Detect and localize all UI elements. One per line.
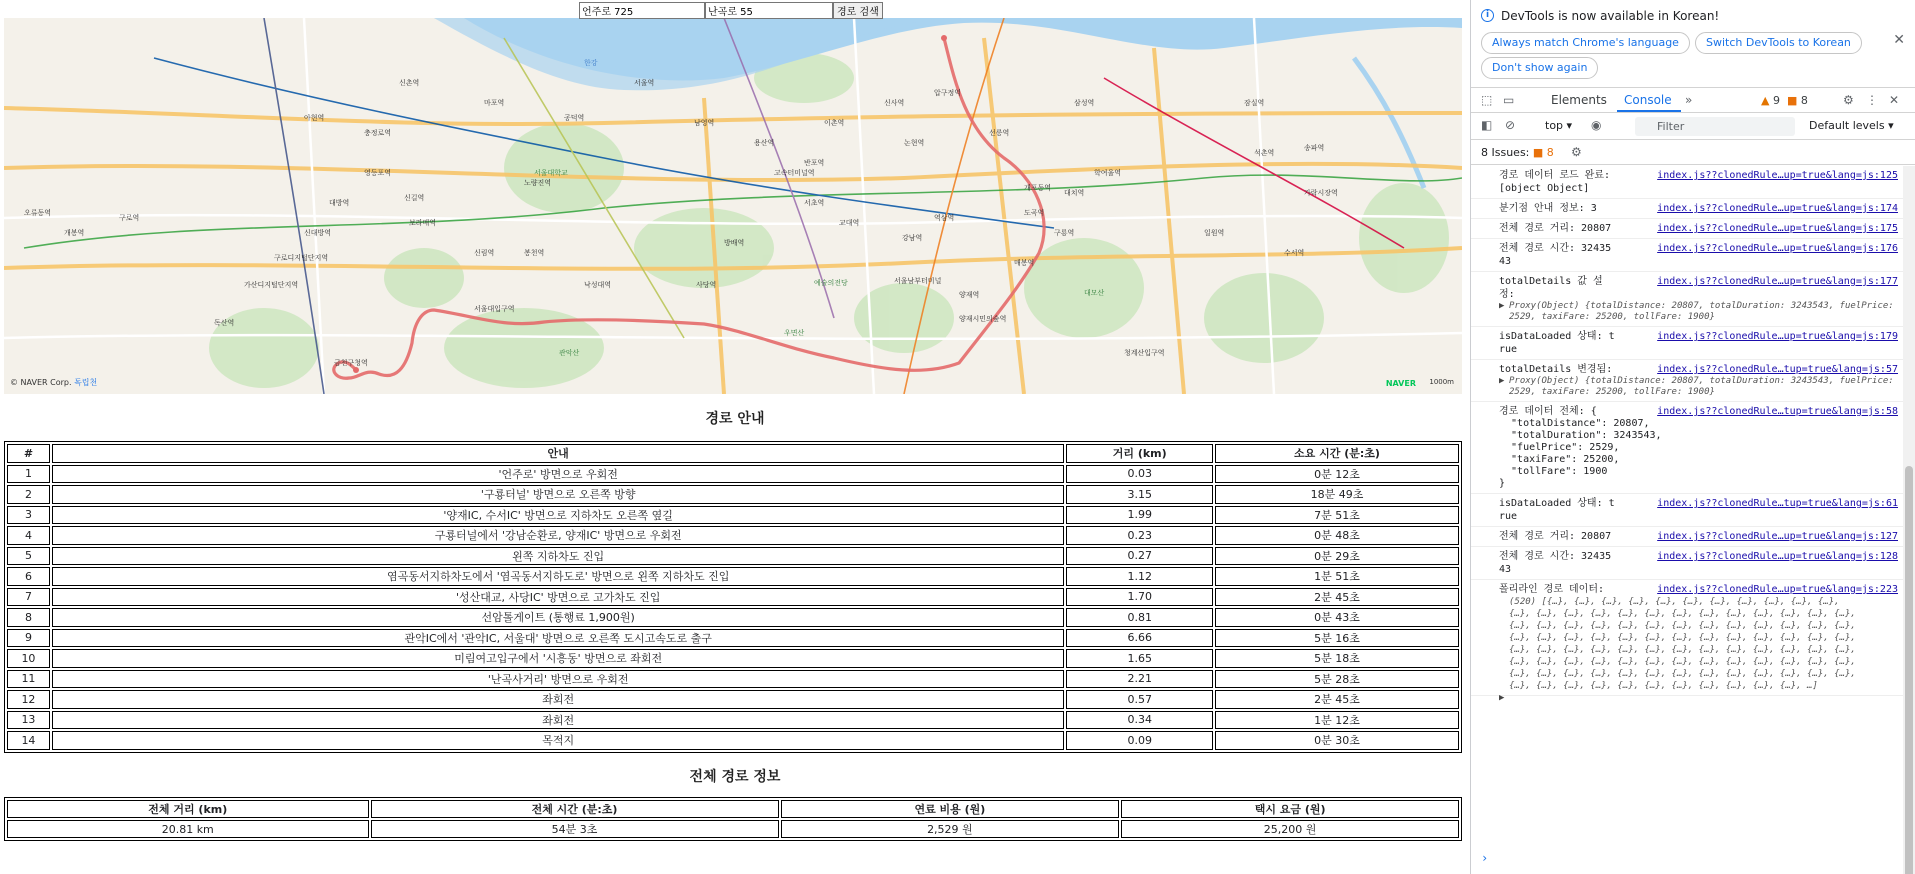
- step-number: 4: [7, 526, 50, 545]
- step-number: 12: [7, 690, 50, 709]
- step-number: 14: [7, 731, 50, 750]
- inspect-icon[interactable]: ⬚: [1481, 93, 1493, 107]
- map-label: 삼성역: [1074, 99, 1095, 107]
- map-label: 잠실역: [1244, 99, 1265, 107]
- map-label: 도곡역: [1024, 209, 1045, 217]
- gear-icon[interactable]: ⚙: [1843, 93, 1854, 107]
- map-label: 봉천역: [524, 249, 545, 257]
- step-instruction: 구룡터널에서 '강남순환로, 양재IC' 방면으로 우회전: [52, 526, 1065, 545]
- map-label: 양재시민의숲역: [959, 315, 1007, 323]
- step-instruction: 관악IC에서 '관악IC, 서울대' 방면으로 오른쪽 도시고속도로 출구: [52, 629, 1065, 648]
- console-message-text: 경로 데이터 전체: {: [1499, 406, 1597, 417]
- console-message: [1471, 272, 1904, 327]
- column-header: 안내: [52, 444, 1065, 463]
- route-search-form: [579, 2, 883, 19]
- map-label: 수서역: [1284, 249, 1305, 257]
- map-label: 학여울역: [1094, 169, 1122, 177]
- map-label: 교대역: [839, 219, 860, 227]
- step-duration: 0분 12초: [1215, 465, 1459, 484]
- step-duration: 1분 12초: [1215, 711, 1459, 730]
- issues-label: 8 Issues:: [1481, 146, 1530, 159]
- console-array-preview[interactable]: ▶ (520) [{…}, {…}, {…}, {…}, {…}, {…}, {…}, {…}, {…}, {…}, {…}, {…}, {…}, {…}, {…}, {…}, {…}, {…}, {…}, {…}, {…}, {…}, {…}, {…}, {…}, {…}, {…}, {…}, {…}, {…}, {…}, {…}, {…}, {…}, {…}, {…}, {…}, {…}, {…}, {…}, {…}, {…}, {…}, {…}, {…}, {…}, {…}, {…}, {…}, {…}, {…}, {…}, {…}, {…}, {…}, {…}, {…}, {…}, {…}, {…}, {…}, {…}, {…}, {…}, {…}, {…}, {…}, {…}, {…}, {…}, {…}, {…}, {…}, {…}, {…}, {…}, {…}, {…}, {…}, {…}, {…}, {…}, {…}, {…}, {…}, {…}, {…}, {…}, {…}, {…}, {…}, {…}, {…}, {…}, {…}, {…}, {…}, {…}, {…}, {…}, …]: [1499, 597, 1856, 703]
- map-label: 청계산입구역: [1124, 349, 1165, 357]
- console-message-text: totalDetails 값 설정:: [1499, 276, 1603, 300]
- more-tabs-icon[interactable]: »: [1685, 93, 1693, 107]
- step-distance: 0.81: [1066, 608, 1212, 627]
- step-number: 3: [7, 506, 50, 525]
- context-select[interactable]: top ▾: [1545, 119, 1573, 132]
- console-message: [1471, 360, 1904, 402]
- console-source-link[interactable]: index.js??clonedRule…up=true&lang=js:177: [1657, 276, 1898, 287]
- column-header: 전체 거리 (km): [7, 800, 369, 818]
- map-label: 매봉역: [1014, 259, 1035, 267]
- expand-arrow-icon[interactable]: ▶: [1499, 301, 1505, 311]
- step-duration: 7분 51초: [1215, 506, 1459, 525]
- map-label: 관악산: [559, 349, 580, 357]
- console-message-text: totalDetails 변경됨:: [1499, 364, 1613, 375]
- console-source-link[interactable]: index.js??clonedRule…up=true&lang=js:175: [1657, 223, 1898, 234]
- step-distance: 0.03: [1066, 465, 1212, 484]
- console-message: [1471, 580, 1904, 703]
- console-message-text: 전체 경로 거리: 20807: [1499, 531, 1612, 542]
- table-row: [7, 506, 1459, 525]
- map-label: 구로디지털단지역: [274, 254, 329, 262]
- map-label: 한강: [584, 59, 598, 67]
- naver-map[interactable]: [4, 18, 1462, 394]
- total-time-value: 54분 3초: [371, 820, 779, 838]
- console-message-text: 폴리라인 경로 데이터:: [1499, 584, 1605, 595]
- step-instruction: '난곡사거리' 방면으로 우회전: [52, 670, 1065, 689]
- map-label: 구룡역: [1054, 229, 1075, 237]
- console-messages: [1471, 166, 1904, 874]
- map-label: 서초역: [804, 199, 825, 207]
- step-instruction: 왼쪽 지하차도 진입: [52, 547, 1065, 566]
- console-source-link[interactable]: index.js??clonedRule…up=true&lang=js:128: [1657, 551, 1898, 562]
- step-instruction: 좌회전: [52, 690, 1065, 709]
- map-label: 충정로역: [364, 129, 392, 137]
- step-distance: 3.15: [1066, 485, 1212, 504]
- route-search-button[interactable]: 경로 검색: [833, 2, 883, 19]
- map-label: 서울역: [634, 79, 655, 87]
- expand-arrow-icon[interactable]: ▶: [1499, 376, 1505, 386]
- table-row: [7, 485, 1459, 504]
- console-message-text: isDataLoaded 상태: true: [1499, 331, 1615, 355]
- map-label: 남영역: [694, 119, 715, 127]
- error-icon: ■: [1787, 94, 1798, 107]
- map-label: 고속터미널역: [774, 169, 815, 177]
- table-header-row: [7, 444, 1459, 463]
- clear-console-icon[interactable]: ⊘: [1505, 118, 1516, 132]
- table-row: [7, 711, 1459, 730]
- table-header-row: [7, 800, 1459, 818]
- route-summary-table: [4, 797, 1462, 841]
- map-label: 압구정역: [934, 89, 962, 97]
- map-label: 신림역: [474, 249, 495, 257]
- column-header: #: [7, 444, 50, 463]
- console-source-link[interactable]: index.js??clonedRule…up=true&lang=js:223: [1657, 584, 1898, 595]
- console-message: [1471, 547, 1904, 580]
- step-instruction: '구룡터널' 방면으로 오른쪽 방향: [52, 485, 1065, 504]
- console-source-link[interactable]: index.js??clonedRule…tup=true&lang=js:57: [1657, 364, 1898, 375]
- console-message: [1471, 239, 1904, 272]
- step-duration: 0분 48초: [1215, 526, 1459, 545]
- column-header: 소요 시간 (분:초): [1215, 444, 1459, 463]
- console-source-link[interactable]: index.js??clonedRule…up=true&lang=js:127: [1657, 531, 1898, 542]
- step-duration: 5분 28초: [1215, 670, 1459, 689]
- table-row: [7, 649, 1459, 668]
- map-label: 보라매역: [409, 219, 437, 227]
- kebab-menu-icon[interactable]: ⋮: [1866, 93, 1878, 107]
- issues-bar[interactable]: [1471, 140, 1915, 165]
- step-instruction: '언주로' 방면으로 우회전: [52, 465, 1065, 484]
- map-scale: 1000m: [1429, 378, 1454, 386]
- console-message-text: 경로 데이터 로드 완료:[object Object]: [1499, 170, 1611, 194]
- console-message: [1471, 402, 1904, 494]
- map-label: 강남역: [902, 234, 923, 242]
- naver-logo: NAVER: [1385, 379, 1416, 388]
- console-object-preview[interactable]: ▶ Proxy(Object) {totalDistance: 20807, totalDuration: 3243543, fuelPrice: 2529, taxiFare: 25200, tollFare: 1900}: [1499, 301, 1894, 322]
- step-duration: 5분 16초: [1215, 629, 1459, 648]
- step-duration: 0분 30초: [1215, 731, 1459, 750]
- step-number: 8: [7, 608, 50, 627]
- active-tab-indicator: [1617, 110, 1681, 112]
- console-message: [1471, 327, 1904, 360]
- map-label: 금천구청역: [334, 359, 368, 367]
- column-header: 택시 요금 (원): [1121, 800, 1459, 818]
- table-row: [7, 670, 1459, 689]
- device-toolbar-icon[interactable]: ▭: [1503, 93, 1515, 107]
- map-label: 송파역: [1304, 144, 1325, 152]
- map-label: 예술의전당: [814, 279, 848, 287]
- close-icon[interactable]: ✕: [1893, 32, 1905, 48]
- map-label: 논현역: [904, 139, 925, 147]
- step-instruction: 좌회전: [52, 711, 1065, 730]
- step-duration: 5분 18초: [1215, 649, 1459, 668]
- info-icon: i: [1481, 9, 1494, 22]
- console-message-text: 전체 경로 거리: 20807: [1499, 223, 1612, 234]
- warning-icon: ▲: [1761, 94, 1770, 107]
- map-label: 우면산: [784, 329, 805, 337]
- map-label: 노량진역: [524, 179, 552, 187]
- expand-arrow-icon[interactable]: ▶: [1499, 693, 1505, 703]
- map-label: 용산역: [754, 139, 775, 147]
- dont-show-again-button[interactable]: Don't show again: [1481, 57, 1598, 79]
- log-levels-select[interactable]: Default levels ▾: [1809, 119, 1894, 132]
- map-copyright: © NAVER Corp. 독립천: [10, 378, 98, 387]
- step-number: 1: [7, 465, 50, 484]
- map-label: 신사역: [884, 99, 905, 107]
- table-row: [7, 820, 1459, 838]
- end-address-input[interactable]: [705, 2, 833, 19]
- console-source-link[interactable]: index.js??clonedRule…up=true&lang=js:179: [1657, 331, 1898, 342]
- step-distance: 1.12: [1066, 567, 1212, 586]
- table-row: [7, 526, 1459, 545]
- step-distance: 6.66: [1066, 629, 1212, 648]
- map-label: 개포동역: [1024, 184, 1052, 192]
- map-label: 사당역: [696, 281, 717, 289]
- map-label: 영등포역: [364, 169, 392, 177]
- step-distance: 0.09: [1066, 731, 1212, 750]
- map-label: 오류동역: [24, 209, 52, 217]
- map-label: 대모산: [1084, 289, 1105, 297]
- map-copyright-link[interactable]: 독립천: [74, 378, 98, 387]
- devtools-tabbar: [1471, 88, 1915, 113]
- console-message-text: 분기점 안내 정보: 3: [1499, 203, 1597, 214]
- step-distance: 1.70: [1066, 588, 1212, 607]
- console-message-text: 전체 경로 시간: 3243543: [1499, 243, 1612, 267]
- step-instruction: '양재IC, 수서IC' 방면으로 지하차도 오른쪽 옆길: [52, 506, 1065, 525]
- console-filter-input[interactable]: Filter: [1635, 117, 1795, 136]
- table-row: [7, 608, 1459, 627]
- map-label: 석촌역: [1254, 149, 1275, 157]
- route-guide-table: [4, 441, 1462, 753]
- map-label: 신길역: [404, 194, 425, 202]
- map-label: 공덕역: [564, 114, 585, 122]
- fuel-cost-value: 2,529 원: [781, 820, 1120, 838]
- map-label: 구로역: [119, 214, 140, 222]
- tab-console[interactable]: Console: [1624, 93, 1672, 107]
- step-instruction: '성산대교, 사당IC' 방면으로 고가차도 진입: [52, 588, 1065, 607]
- column-header: 연료 비용 (원): [781, 800, 1120, 818]
- console-toolbar: [1471, 113, 1915, 140]
- error-counter[interactable]: ■ 8: [1787, 94, 1808, 107]
- step-number: 5: [7, 547, 50, 566]
- total-distance-value: 20.81 km: [7, 820, 369, 838]
- map-label: 신대방역: [304, 229, 332, 237]
- table-row: [7, 465, 1459, 484]
- step-number: 13: [7, 711, 50, 730]
- table-row: [7, 547, 1459, 566]
- step-distance: 0.57: [1066, 690, 1212, 709]
- console-message: [1471, 219, 1904, 239]
- route-guide-title: 경로 안내: [705, 411, 765, 427]
- step-distance: 1.99: [1066, 506, 1212, 525]
- step-number: 7: [7, 588, 50, 607]
- console-source-link[interactable]: index.js??clonedRule…tup=true&lang=js:61: [1657, 498, 1898, 509]
- table-row: [7, 690, 1459, 709]
- map-label: 개봉역: [64, 229, 85, 237]
- step-distance: 1.65: [1066, 649, 1212, 668]
- column-header: 전체 시간 (분:초): [371, 800, 779, 818]
- column-header: 거리 (km): [1066, 444, 1212, 463]
- issues-badge[interactable]: ■ 8: [1532, 146, 1554, 159]
- console-source-link[interactable]: index.js??clonedRule…up=true&lang=js:174: [1657, 203, 1898, 214]
- step-distance: 0.27: [1066, 547, 1212, 566]
- map-label: 가산디지털단지역: [244, 281, 299, 289]
- console-message-text: isDataLoaded 상태: true: [1499, 498, 1615, 522]
- map-label: 이촌역: [824, 119, 845, 127]
- console-message: [1471, 166, 1904, 199]
- step-number: 2: [7, 485, 50, 504]
- step-instruction: 목적지: [52, 731, 1065, 750]
- console-source-link[interactable]: index.js??clonedRule…up=true&lang=js:125: [1657, 170, 1898, 181]
- map-label: 반포역: [804, 159, 825, 167]
- console-json-output: "totalDistance": 20807, "totalDuration": 3243543, "fuelPrice": 2529, "taxiFare": 25200, "tollFare": 1900 }: [1499, 418, 1662, 489]
- step-instruction: 선암톨게이트 (통행료 1,900원): [52, 608, 1065, 627]
- map-label: 낙성대역: [584, 281, 612, 289]
- console-source-link[interactable]: index.js??clonedRule…up=true&lang=js:176: [1657, 243, 1898, 254]
- map-label: 신촌역: [399, 79, 420, 87]
- console-scrollbar[interactable]: [1903, 166, 1915, 874]
- table-row: [7, 588, 1459, 607]
- step-distance: 0.34: [1066, 711, 1212, 730]
- step-number: 6: [7, 567, 50, 586]
- step-duration: 0분 43초: [1215, 608, 1459, 627]
- table-row: [7, 629, 1459, 648]
- map-label: 서울남부터미널: [894, 277, 942, 285]
- switch-language-button[interactable]: Switch DevTools to Korean: [1695, 32, 1862, 54]
- map-label: 대방역: [329, 199, 350, 207]
- step-instruction: 염곡동서지하차도에서 '염곡동서지하도로' 방면으로 왼쪽 지하차도 진입: [52, 567, 1065, 586]
- console-prompt[interactable]: ›: [1481, 851, 1489, 865]
- close-icon[interactable]: ✕: [1889, 93, 1900, 107]
- step-duration: 1분 51초: [1215, 567, 1459, 586]
- match-language-button[interactable]: Always match Chrome's language: [1481, 32, 1690, 54]
- step-distance: 2.21: [1066, 670, 1212, 689]
- gear-icon[interactable]: ⚙: [1571, 145, 1582, 159]
- map-label: 서울대입구역: [474, 305, 515, 313]
- scrollbar-thumb[interactable]: [1905, 466, 1913, 874]
- step-duration: 0분 29초: [1215, 547, 1459, 566]
- map-label: 가락시장역: [1304, 189, 1338, 197]
- step-distance: 0.23: [1066, 526, 1212, 545]
- step-number: 9: [7, 629, 50, 648]
- step-number: 10: [7, 649, 50, 668]
- route-summary-title: 전체 경로 정보: [689, 769, 781, 785]
- tab-elements[interactable]: Elements: [1551, 93, 1607, 107]
- map-label: 서울대학교: [534, 169, 568, 177]
- step-duration: 18분 49초: [1215, 485, 1459, 504]
- map-label: 대치역: [1064, 189, 1085, 197]
- table-row: [7, 567, 1459, 586]
- step-duration: 2분 45초: [1215, 690, 1459, 709]
- console-message-text: 전체 경로 시간: 3243543: [1499, 551, 1612, 575]
- start-address-input[interactable]: [579, 2, 705, 19]
- console-message: [1471, 199, 1904, 219]
- console-message: [1471, 494, 1904, 527]
- map-label: 독산역: [214, 319, 235, 327]
- warning-counter[interactable]: ▲ 9: [1761, 94, 1780, 107]
- step-number: 11: [7, 670, 50, 689]
- map-label: 양재역: [959, 291, 980, 299]
- map-label: 아현역: [304, 114, 325, 122]
- devtools-panel: [1470, 0, 1915, 874]
- infobar-message: DevTools is now available in Korean!: [1501, 9, 1720, 23]
- map-canvas: [4, 18, 1462, 394]
- console-source-link[interactable]: index.js??clonedRule…tup=true&lang=js:58: [1657, 406, 1898, 417]
- sidebar-toggle-icon[interactable]: ◧: [1481, 118, 1493, 132]
- language-infobar: [1471, 0, 1915, 88]
- map-label: 역삼역: [934, 214, 955, 222]
- map-label: 방배역: [724, 239, 745, 247]
- taxi-fare-value: 25,200 원: [1121, 820, 1459, 838]
- step-instruction: 미림여고입구에서 '시흥동' 방면으로 좌회전: [52, 649, 1065, 668]
- map-label: 마포역: [484, 99, 505, 107]
- console-object-preview[interactable]: ▶ Proxy(Object) {totalDistance: 20807, totalDuration: 3243543, fuelPrice: 2529, taxiFare: 25200, tollFare: 1900}: [1499, 376, 1894, 397]
- eye-icon[interactable]: ◉: [1591, 118, 1602, 132]
- map-label: 선릉역: [989, 129, 1010, 137]
- table-row: [7, 731, 1459, 750]
- step-duration: 2분 45초: [1215, 588, 1459, 607]
- console-message: [1471, 527, 1904, 547]
- map-label: 일원역: [1204, 229, 1225, 237]
